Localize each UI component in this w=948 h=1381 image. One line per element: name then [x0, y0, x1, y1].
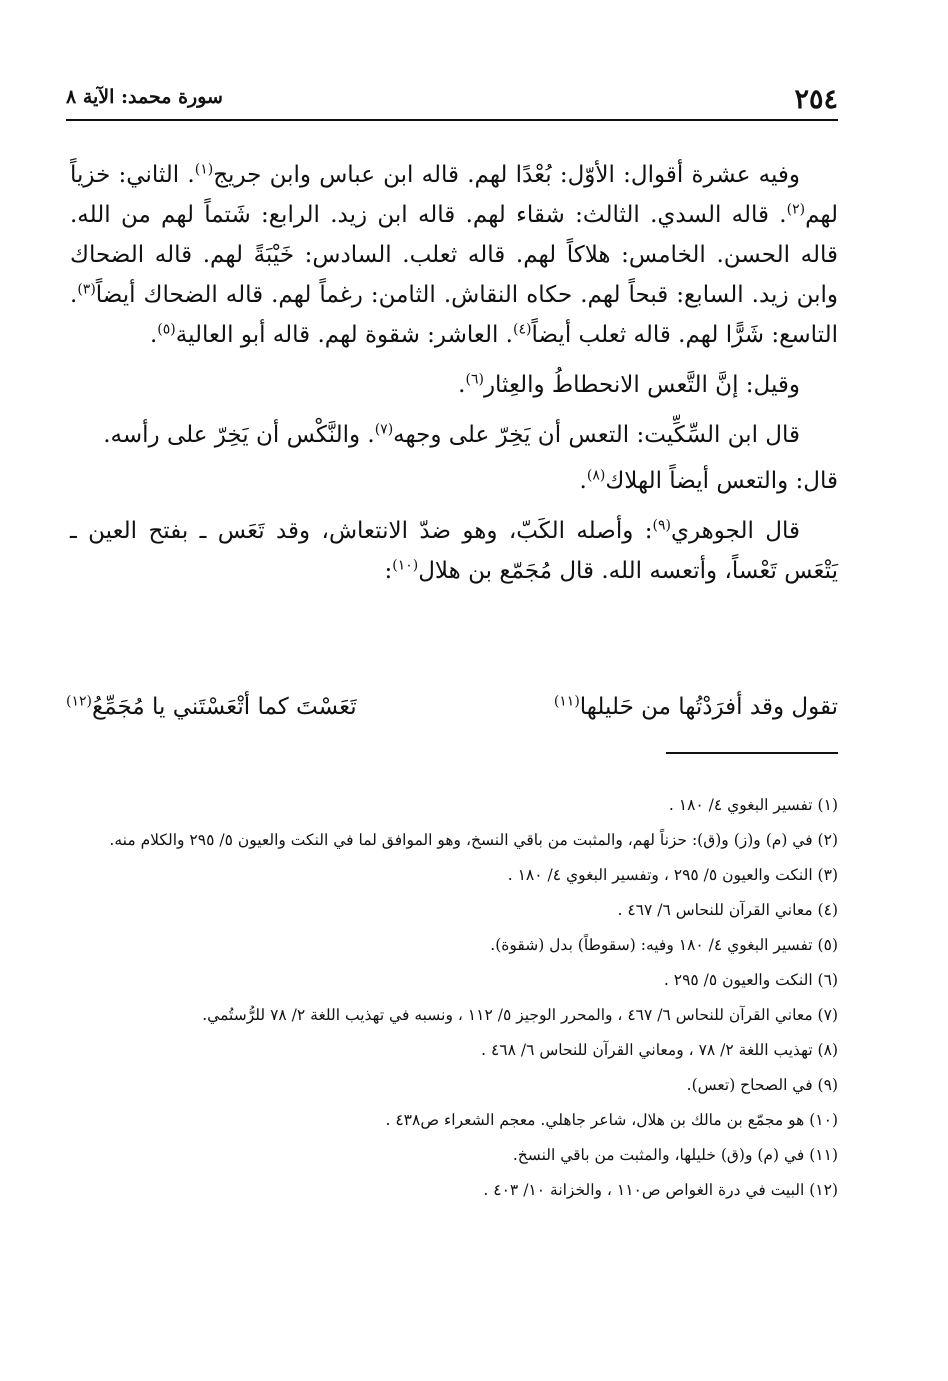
text-run: تقول وقد أفرَدْتُها من حَليلها: [579, 694, 838, 720]
footnote-ref: (٣): [77, 281, 96, 298]
page-number: ٢٥٤: [794, 84, 838, 115]
paragraph-jawhari: [70, 511, 838, 591]
text-run: .: [149, 322, 158, 348]
footnote-ref: (٢): [786, 201, 806, 218]
text-run: . قاله السدي. الثالث: شقاء لهم. قاله ابن زيد. الرابع: شَتماً لهم من الله. قاله الحسن. الخامس: هلاكاً لهم. قاله ثعلب. السادس: خَيْبَةً لهم. قاله الضحاك وابن زيد. السابع: قبحاً لهم. حكاه النقاش. الثامن: رغماً لهم. قاله الضحاك أيضاً: [70, 202, 838, 308]
text-run: : وأصله الكَبّ، وهو ضدّ الانتعاش، وقد تَعَس ـ بفتح العين ـ يَتْعَس تَعْساً، وأتعسه الله. قال مُجَمّع بن هلال: [70, 518, 838, 584]
footnote: (١) تفسير البغوي ٤/ ١٨٠ .: [668, 796, 838, 814]
footnote-ref: (٨): [586, 467, 606, 484]
text-run: قال: والتعس أيضاً الهلاك: [605, 468, 838, 494]
footnote-ref: (١٢): [66, 693, 92, 710]
footnote-ref: (٧): [374, 421, 394, 438]
footnote: (٤) معاني القرآن للنحاس ٦/ ٤٦٧ .: [617, 901, 838, 919]
paragraph-qila: [70, 365, 838, 405]
footnotes: [66, 792, 838, 1212]
footnote: (٢) في (م) و(ز) و(ق): حزناً لهم، والمثبت من باقي النسخ، وهو الموافق لما في النكت والعيون ٥/ ٢٩٥ والكلام منه.: [109, 831, 838, 849]
text-run: .: [579, 468, 587, 494]
footnote: (٩) في الصحاح (تعس).: [686, 1076, 838, 1094]
running-title: سورة محمد: الآية ٨: [66, 86, 223, 108]
text-run: تَعَسْتَ كما أتْعَسْتَني يا مُجَمِّعُ: [91, 694, 357, 720]
text-run: .: [458, 372, 466, 398]
footnote: (٥) تفسير البغوي ٤/ ١٨٠ وفيه: (سقوطاً) بدل (شقوة).: [490, 936, 838, 954]
text-run: . العاشر: شقوة لهم. قاله أبو العالية: [175, 322, 513, 348]
footnote: (٦) النكت والعيون ٥/ ٢٩٥ .: [663, 971, 838, 989]
footnote-ref: (٦): [465, 371, 484, 388]
text-run: :: [384, 558, 393, 584]
poetry-verse: [66, 694, 838, 738]
footnote: (٣) النكت والعيون ٥/ ٢٩٥ ، وتفسير البغوي ٤/ ١٨٠ .: [507, 866, 838, 884]
footnote-ref: (١٠): [392, 557, 419, 574]
paragraph-ibn-sikkit: [70, 415, 838, 455]
text-run: . الثاني: خزياً لهم: [70, 162, 838, 228]
text-run: قال الجوهري: [670, 518, 800, 544]
text-run: وفيه عشرة أقوال: الأوّل: بُعْدًا لهم. قاله ابن عباس وابن جريج: [213, 162, 801, 188]
footnote-ref: (١): [194, 161, 214, 178]
footnote-ref: (٥): [157, 321, 176, 338]
footnote: (١٢) البيت في درة الغواص ص١١٠ ، والخزانة ١٠/ ٤٠٣ .: [483, 1181, 838, 1199]
footnote-ref: (٤): [513, 321, 532, 338]
footnote: (١١) في (م) و(ق) خليلها، والمثبت من باقي النسخ.: [512, 1146, 838, 1164]
header-rule: [66, 119, 838, 121]
text-run: . والنَّكْس أن يَخِرّ على رأسه.: [103, 422, 375, 448]
text-run: وقيل: إنَّ التَّعس الانحطاطُ والعِثار: [483, 372, 800, 398]
footnote-ref: (٩): [652, 517, 671, 534]
verse-first-hemistich: [554, 694, 838, 720]
text-run: قال ابن السِّكِّيت: التعس أن يَخِرّ على وجهه: [393, 422, 800, 448]
paragraph-ten-opinions: [70, 155, 838, 355]
footnote: (٨) تهذيب اللغة ٢/ ٧٨ ، ومعاني القرآن للنحاس ٦/ ٤٦٨ .: [481, 1041, 838, 1059]
text-run: . التاسع: شَرًّا لهم. قاله ثعلب أيضاً: [70, 282, 838, 348]
footnote: (١٠) هو مجمّع بن مالك بن هلال، شاعر جاهلي. معجم الشعراء ص٤٣٨ .: [385, 1111, 838, 1129]
footnote-ref: (١١): [553, 693, 580, 710]
paragraph-halak: [70, 461, 838, 501]
page-header: [66, 78, 838, 118]
verse-second-hemistich: [66, 694, 357, 720]
footnote-separator: [666, 752, 838, 754]
footnote: (٧) معاني القرآن للنحاس ٦/ ٤٦٧ ، والمحرر الوجيز ٥/ ١١٢ ، ونسبه في تهذيب اللغة ٢/ ٧٨ للرُّستُمي.: [202, 1006, 838, 1024]
main-text: [70, 155, 838, 601]
